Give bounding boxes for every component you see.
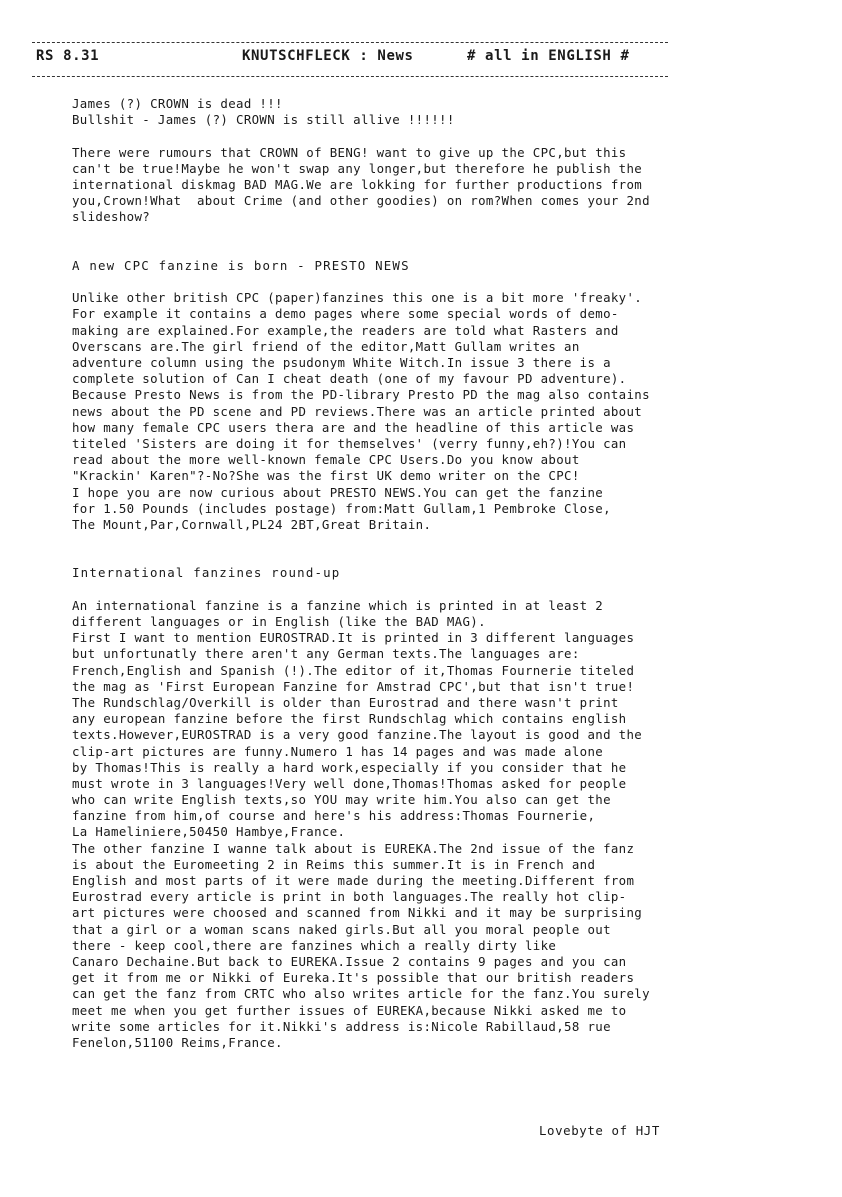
text-line: complete solution of Can I cheat death (one of my favour PD adventure). — [72, 371, 627, 387]
text-line: get it from me or Nikki of Eureka.It's possible that our british readers — [72, 970, 635, 986]
text-line: La Hameliniere,50450 Hambye,France. — [72, 824, 346, 840]
text-line: international diskmag BAD MAG.We are lokking for further productions from — [72, 176, 643, 192]
section-spacer — [72, 242, 690, 258]
text-line: any european fanzine before the first Rundschlag which contains english — [72, 711, 627, 727]
text-line: Because Presto News is from the PD-library Presto PD the mag also contains — [72, 387, 650, 403]
heading-spacer — [72, 582, 690, 598]
page-title: KNUTSCHFLECK : News — [242, 48, 414, 64]
text-line: but unfortunatly there aren't any German texts.The languages are: — [72, 646, 580, 662]
text-line: meet me when you get further issues of EUREKA,because Nikki asked me to — [72, 1002, 627, 1018]
text-line: is about the Euromeeting 2 in Reims this summer.It is in French and — [72, 856, 596, 872]
text-line: fanzine from him,of course and here's his address:Thomas Fournerie, — [72, 808, 596, 824]
text-line: read about the more well-known female CPC Users.Do you know about — [72, 452, 580, 468]
text-line: by Thomas!This is really a hard work,especially if you consider that he — [72, 759, 627, 775]
text-line: "Krackin' Karen"?-No?She was the first UK demo writer on the CPC! — [72, 468, 580, 484]
text-line: The Rundschlag/Overkill is older than Eurostrad and there wasn't print — [72, 694, 619, 710]
text-line: An international fanzine is a fanzine which is printed in at least 2 — [72, 597, 604, 613]
section-spacer — [72, 533, 690, 549]
text-line: the mag as 'First European Fanzine for Amstrad CPC',but that isn't true! — [72, 678, 635, 694]
text-line: For example it contains a demo pages where some special words of demo- — [72, 306, 619, 322]
text-line: write some articles for it.Nikki's address is:Nicole Rabillaud,58 rue — [72, 1018, 611, 1034]
text-line: must wrote in 3 languages!Very well done,Thomas!Thomas asked for people — [72, 775, 627, 791]
header-rule-bottom — [32, 76, 668, 77]
section-spacer — [72, 226, 690, 242]
text-line: adventure column using the psudonym White Witch.In issue 3 there is a — [72, 355, 611, 370]
text-line: art pictures were choosed and scanned from Nikki and it may be surprising — [72, 905, 643, 921]
article-body — [72, 96, 690, 1051]
text-line: news about the PD scene and PD reviews.There was an article printed about — [72, 403, 643, 419]
text-line: making are explained.For example,the readers are told what Rasters and — [72, 322, 619, 338]
text-line: Eurostrad every article is print in both languages.The really hot clip- — [72, 889, 627, 905]
section-spacer — [72, 549, 690, 565]
language-note: # all in ENGLISH # — [467, 48, 630, 64]
text-line: you,Crown!What about Crime (and other goodies) on rom?When comes your 2nd — [72, 193, 650, 209]
text-line: The other fanzine I wanne talk about is EUREKA.The 2nd issue of the fanz — [72, 840, 635, 856]
text-line: English and most parts of it were made during the meeting.Different from — [72, 873, 635, 888]
heading-spacer — [72, 274, 690, 290]
text-line: Canaro Dechaine.But back to EUREKA.Issue 2 contains 9 pages and you can — [72, 953, 627, 969]
section-heading: A new CPC fanzine is born - PRESTO NEWS — [72, 257, 410, 273]
issue-number: RS 8.31 — [36, 48, 100, 64]
text-line: there - keep cool,there are fanzines which a really dirty like — [72, 937, 557, 953]
text-line: Overscans are.The girl friend of the editor,Matt Gullam writes an — [72, 338, 580, 354]
text-line: clip-art pictures are funny.Numero 1 has 14 pages and was made alone — [72, 743, 604, 759]
text-line: First I want to mention EUROSTRAD.It is printed in 3 different languages — [72, 630, 635, 646]
text-line: that a girl or a woman scans naked girls.But all you moral people out — [72, 921, 611, 937]
paragraph-spacer — [72, 128, 690, 144]
text-line: Bullshit - James (?) CROWN is still allive !!!!!! — [72, 112, 455, 128]
text-line: Fenelon,51100 Reims,France. — [72, 1034, 283, 1050]
text-line: slideshow? — [72, 209, 151, 225]
text-line: who can write English texts,so YOU may write him.You also can get the — [72, 792, 611, 808]
text-line: can get the fanz from CRTC who also writes article for the fanz.You surely — [72, 986, 650, 1002]
text-line: how many female CPC users thera are and the headline of this article was — [72, 419, 635, 435]
text-line: The Mount,Par,Cornwall,PL24 2BT,Great Britain. — [72, 516, 432, 532]
text-line: different languages or in English (like the BAD MAG). — [72, 614, 486, 629]
text-line: can't be true!Maybe he won't swap any longer,but therefore he publish the — [72, 160, 643, 176]
text-line: There were rumours that CROWN of BENG! want to give up the CPC,but this — [72, 144, 627, 160]
header-rule-top — [32, 42, 668, 43]
text-line: I hope you are now curious about PRESTO NEWS.You can get the fanzine — [72, 484, 604, 500]
text-line: titeled 'Sisters are doing it for themselves' (verry funny,eh?)!You can — [72, 435, 627, 451]
section-heading: International fanzines round-up — [72, 565, 341, 581]
text-line: French,English and Spanish (!).The editor of it,Thomas Fournerie titeled — [72, 662, 635, 678]
text-line: texts.However,EUROSTRAD is a very good fanzine.The layout is good and the — [72, 727, 643, 743]
text-line: Unlike other british CPC (paper)fanzines this one is a bit more 'freaky'. — [72, 290, 643, 306]
signature: Lovebyte of HJT — [539, 1123, 660, 1138]
text-line: for 1.50 Pounds (includes postage) from:Matt Gullam,1 Pembroke Close, — [72, 500, 611, 516]
page-header — [32, 48, 668, 70]
text-line: James (?) CROWN is dead !!! — [72, 96, 283, 111]
